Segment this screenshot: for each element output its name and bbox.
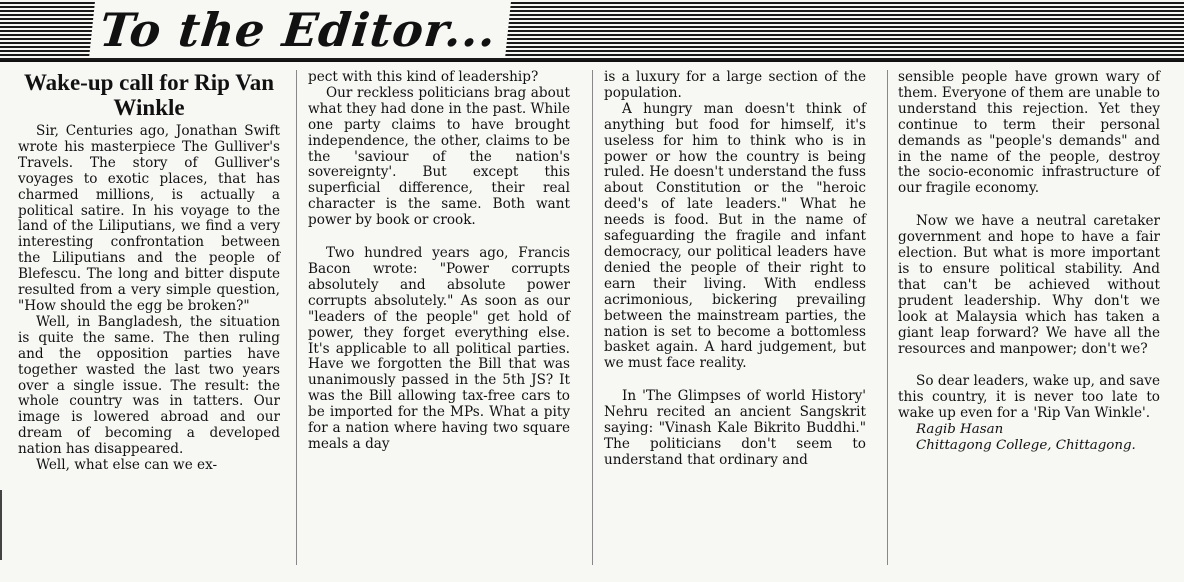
clipping-edge — [0, 490, 2, 560]
paragraph: Now we have a neutral caretaker government and hope to have a fair election. But what is more important is to ensure political stability. And that can't be achieved without prudent leadership. Why don't we look at Malaysia which has taken a giant leap forward? We have all the resources and manpower; don't we? — [898, 213, 1160, 357]
paragraph: In 'The Glimpses of world History' Nehru recited an ancient Sangskrit saying: "Vinash Kale Bikrito Buddhi." The politicians don't seem to understand that ordinary and — [604, 388, 866, 468]
section-title: To the Editor... — [89, 2, 511, 58]
column-divider — [887, 70, 888, 565]
paragraph: Two hundred years ago, Francis Bacon wrote: "Power corrupts absolutely and absolute power corrupts absolutely." As soon as our "leaders of the people" get hold of power, they forget everything else. It's applicable to all political parties. Have we forgotten the Bill that was unanimously passed in the 5th JS? It was the Bill allowing tax-free cars to be imported for the MPs. What a pity for a nation where having two square meals a day — [308, 245, 570, 452]
paragraph: Our reckless politicians brag about what they had done in the past. While one party claims to have brought independence, the other, claims to be the 'saviour of the nation's sovereignty'. But except this superficial difference, their real character is the same. Both want power by book or crook. — [308, 84, 570, 229]
paragraph: pect with this kind of leadership? — [308, 69, 539, 85]
paragraph: Sir, Centuries ago, Jonathan Swift wrote his masterpiece The Gulliver's Travels. The story of Gulliver's voyages to exotic places, that has charmed millions, is actually a political satire. In his voyage to the land of the Liliputians, we find a very interesting confrontation between the Liliputians and the people of Blefescu. The long and bitter dispute resulted from a very simple question, "How should the egg be broken?" — [18, 123, 280, 314]
column-3 — [604, 70, 866, 469]
column-divider — [592, 70, 593, 565]
paragraph: Well, in Bangladesh, the situation is quite the same. The then ruling and the opposition parties have together wasted the last two years over a single issue. The result: the whole country was in tatters. Our image is lowered abroad and our dream of becoming a developed nation has disappeared. — [18, 313, 280, 458]
letter-headline: Wake-up call for Rip Van Winkle — [23, 70, 275, 120]
column-2 — [308, 70, 570, 453]
paragraph: sensible people have grown wary of them. Everyone of them are unable to understand this rejection. Yet they continue to term their personal demands as "people's demands" and in the name of the people, destroy the socio-economic infrastructure of our fragile economy. — [898, 69, 1160, 197]
column-4 — [898, 70, 1160, 454]
signature-affiliation: Chittagong College, Chittagong. — [916, 438, 1136, 454]
header-banner — [0, 0, 1184, 62]
paragraph: So dear leaders, wake up, and save this country, it is never too late to wake up even for a 'Rip Van Winkle'. — [898, 373, 1160, 422]
paragraph: is a luxury for a large section of the population. — [604, 69, 866, 101]
paragraph: A hungry man doesn't think of anything but food for himself, it's useless for him to think who is in power or how the country is being ruled. He doesn't understand the fuss about Constitution or the "heroic deed's of late leaders." What he needs is food. But in the name of safeguarding the fragile and infant democracy, our political leaders have denied the people of their right to earn their living. With endless acrimonious, bickering prevailing between the mainstream parties, the nation is set to become a bottomless basket again. A hard judgement, but we must face reality. — [604, 100, 866, 372]
paragraph: Well, what else can we ex- — [36, 457, 218, 474]
column-divider — [296, 70, 297, 565]
signature-name: Ragib Hasan — [916, 422, 1004, 438]
column-1 — [18, 70, 280, 474]
